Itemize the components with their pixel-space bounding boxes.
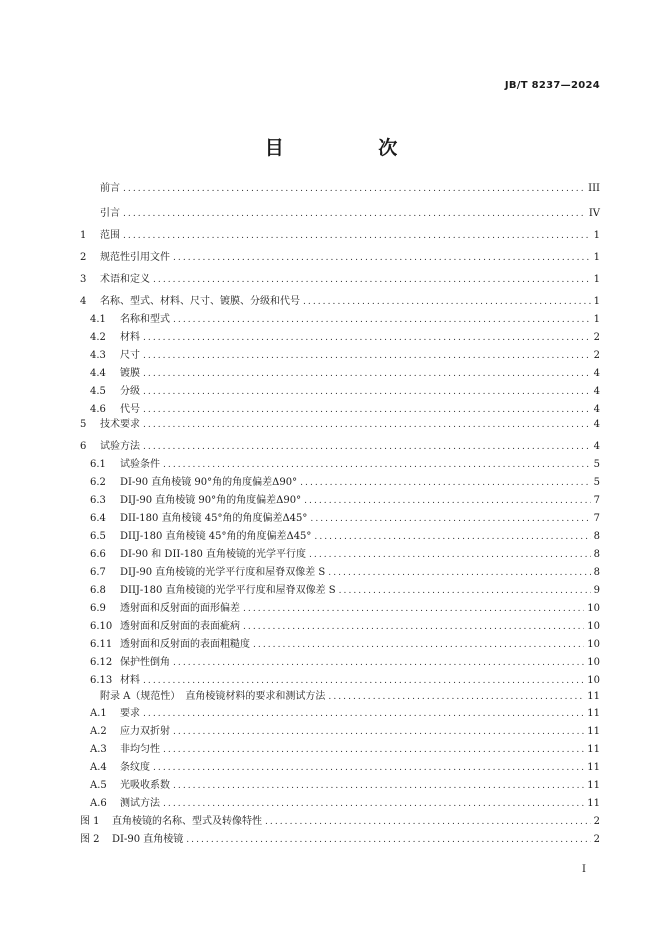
toc-entry-page: 11: [587, 744, 600, 755]
toc-entry[interactable]: [80, 271, 600, 287]
toc-entry[interactable]: [90, 528, 600, 544]
toc-entry-page: 1: [593, 314, 600, 325]
toc-leader-dots: [253, 638, 584, 652]
toc-entry-page: 1: [593, 252, 600, 263]
toc-entry-page: 2: [593, 332, 600, 343]
toc-entry-page: 10: [587, 639, 600, 650]
standard-code: JB/T 8237—2024: [504, 80, 600, 91]
toc-leader-dots: [309, 548, 591, 562]
toc-entry[interactable]: [80, 180, 600, 196]
toc-entry[interactable]: [90, 600, 600, 616]
toc-entry-page: 11: [587, 798, 600, 809]
toc-entry-title: 规范性引用文件: [100, 252, 170, 263]
figure-entry-number: 图 1: [80, 816, 100, 827]
toc-entry-page: 11: [587, 726, 600, 737]
toc-entry-number: 4.5: [90, 386, 106, 397]
toc-entry[interactable]: [90, 564, 600, 580]
toc-leader-dots: [300, 476, 591, 490]
toc-leader-dots: [143, 349, 591, 363]
toc-entry[interactable]: [90, 723, 600, 739]
toc-entry[interactable]: [80, 438, 600, 454]
toc-entry[interactable]: [90, 329, 600, 345]
toc-entry[interactable]: [90, 582, 600, 598]
toc-entry-title: 尺寸: [120, 350, 140, 361]
toc-entry-number: 4.1: [90, 314, 106, 325]
toc-entry[interactable]: [80, 249, 600, 265]
toc-entry-page: 11: [587, 691, 600, 702]
toc-entry[interactable]: [90, 759, 600, 775]
toc-leader-dots: [173, 251, 591, 265]
toc-leader-dots: [153, 273, 591, 287]
toc-leader-dots: [143, 385, 591, 399]
toc-entry-number: 6.7: [90, 567, 106, 578]
toc-entry-page: 4: [593, 419, 600, 430]
toc-leader-dots: [173, 779, 584, 793]
toc-leader-dots: [163, 797, 584, 811]
toc-entry-page: III: [588, 183, 600, 194]
toc-entry-title: 镀膜: [120, 368, 140, 379]
toc-entry[interactable]: [90, 383, 600, 399]
toc-entry-number: 4: [80, 296, 87, 307]
toc-entry[interactable]: [80, 293, 600, 309]
toc-entry-page: 8: [593, 531, 600, 542]
toc-entry-number: 1: [80, 230, 87, 241]
toc-entry-title: 应力双折射: [120, 726, 170, 737]
toc-leader-dots: [173, 313, 591, 327]
toc-entry-title: DIIJ-180 直角棱镜的光学平行度和屋脊双像差 S: [120, 585, 336, 596]
toc-leader-dots: [304, 494, 591, 508]
toc-entry-title: 试验方法: [100, 441, 140, 452]
toc-leader-dots: [243, 620, 584, 634]
toc-entry-page: 1: [593, 296, 600, 307]
toc-entry-number: A.6: [90, 798, 107, 809]
toc-entry[interactable]: [80, 416, 600, 432]
toc-entry-title: 分级: [120, 386, 140, 397]
toc-entry-number: 6.9: [90, 603, 106, 614]
toc-entry-number: A.1: [90, 708, 107, 719]
toc-entry-number: 6.2: [90, 477, 106, 488]
toc-entry-number: 3: [80, 274, 87, 285]
toc-entry-page: 4: [593, 404, 600, 415]
toc-entry-title: 材料: [120, 332, 140, 343]
toc-entry-page: 1: [593, 230, 600, 241]
toc-leader-dots: [143, 707, 584, 721]
toc-leader-dots: [143, 367, 591, 381]
toc-entry-title: 要求: [120, 708, 140, 719]
toc-leader-dots: [328, 566, 590, 580]
figure-entry[interactable]: [80, 813, 600, 829]
toc-entry-number: 6.6: [90, 549, 106, 560]
toc-entry-page: 8: [593, 549, 600, 560]
toc-entry-page: 10: [587, 657, 600, 668]
toc-entry-number: 6.8: [90, 585, 106, 596]
toc-entry[interactable]: [90, 474, 600, 490]
toc-entry[interactable]: [90, 401, 600, 417]
toc-entry-title: 名称和型式: [120, 314, 170, 325]
toc-leader-dots: [143, 331, 591, 345]
toc-entry-page: 10: [587, 675, 600, 686]
toc-leader-dots: [303, 295, 591, 309]
toc-entry-title: 透射面和反射面的表面疵病: [120, 621, 240, 632]
toc-entry-page: 4: [593, 368, 600, 379]
toc-entry-page: 11: [587, 762, 600, 773]
page-number: I: [582, 864, 586, 875]
toc-entry-title: 光吸收系数: [120, 780, 170, 791]
toc-entry[interactable]: [90, 347, 600, 363]
figure-entry-page: 2: [593, 816, 600, 827]
toc-entry-page: 1: [593, 274, 600, 285]
toc-entry-page: 4: [593, 441, 600, 452]
toc-leader-dots: [123, 182, 585, 196]
toc-entry-title: 术语和定义: [100, 274, 150, 285]
toc-entry-page: 7: [593, 495, 600, 506]
toc-entry-title: 透射面和反射面的表面粗糙度: [120, 639, 250, 650]
toc-entry-title: DI-90 直角棱镜 90°角的角度偏差Δ90°: [120, 477, 298, 488]
toc-entry[interactable]: [90, 741, 600, 757]
toc-entry-number: 4.4: [90, 368, 106, 379]
figure-entry-title: 直角棱镜的名称、型式及转像特性: [112, 816, 262, 827]
figure-entry-number: 图 2: [80, 834, 100, 845]
figure-entry-title: DI-90 直角棱镜: [112, 834, 184, 845]
toc-entry-title: 代号: [120, 404, 140, 415]
toc-entry-title: 材料: [120, 675, 140, 686]
toc-leader-dots: [328, 690, 584, 704]
toc-entry-title: DII-180 直角棱镜 45°角的角度偏差Δ45°: [120, 513, 308, 524]
toc-entry-number: 5: [80, 419, 87, 430]
toc-entry-title: 保护性倒角: [120, 657, 170, 668]
toc-leader-dots: [143, 440, 591, 454]
toc-entry-title: DI-90 和 DII-180 直角棱镜的光学平行度: [120, 549, 306, 560]
toc-entry-page: 10: [587, 603, 600, 614]
toc-entry-number: 6.12: [90, 657, 113, 668]
toc-entry-page: 5: [593, 459, 600, 470]
toc-entry[interactable]: [90, 492, 600, 508]
toc-entry[interactable]: [90, 618, 600, 634]
toc-leader-dots: [186, 833, 590, 847]
toc-entry-page: 4: [593, 386, 600, 397]
toc-entry-number: 6.1: [90, 459, 106, 470]
toc-entry-title: DIIJ-180 直角棱镜 45°角的角度偏差Δ45°: [120, 531, 312, 542]
toc-entry-title: 测试方法: [120, 798, 160, 809]
toc-leader-dots: [173, 656, 584, 670]
toc-entry-page: IV: [588, 208, 600, 219]
toc-leader-dots: [123, 229, 591, 243]
toc-entry-number: A.4: [90, 762, 107, 773]
toc-entry-number: 4.3: [90, 350, 106, 361]
toc-entry-title: 引言: [100, 208, 120, 219]
toc-entry-number: 6.10: [90, 621, 113, 632]
toc-entry-number: 6.11: [90, 639, 113, 650]
toc-leader-dots: [163, 458, 591, 472]
toc-entry-number: A.5: [90, 780, 107, 791]
toc-entry-title: 技术要求: [100, 419, 140, 430]
figure-entry[interactable]: [80, 831, 600, 847]
toc-entry-number: 6.13: [90, 675, 113, 686]
toc-leader-dots: [143, 674, 584, 688]
toc-entry-page: 11: [587, 708, 600, 719]
toc-entry-page: 5: [593, 477, 600, 488]
toc-leader-dots: [163, 743, 584, 757]
toc-entry-number: 4.2: [90, 332, 106, 343]
toc-entry-number: A.2: [90, 726, 107, 737]
toc-entry-page: 7: [593, 513, 600, 524]
figure-entry-page: 2: [593, 834, 600, 845]
page-title: 目 次: [264, 137, 442, 159]
toc-entry[interactable]: [90, 510, 600, 526]
toc-entry-page: 8: [593, 567, 600, 578]
toc-leader-dots: [153, 761, 584, 775]
toc-leader-dots: [143, 418, 591, 432]
toc-entry-title: 非均匀性: [120, 744, 160, 755]
toc-leader-dots: [314, 530, 590, 544]
toc-entry-number: 4.6: [90, 404, 106, 415]
toc-entry-page: 11: [587, 780, 600, 791]
toc-entry[interactable]: [90, 311, 600, 327]
toc-entry[interactable]: [90, 654, 600, 670]
toc-entry-title: 透射面和反射面的面形偏差: [120, 603, 240, 614]
toc-entry[interactable]: [90, 636, 600, 652]
toc-leader-dots: [339, 584, 591, 598]
toc-entry-title: 前言: [100, 183, 120, 194]
toc-leader-dots: [310, 512, 590, 526]
toc-leader-dots: [173, 725, 584, 739]
toc-entry-title: 范围: [100, 230, 120, 241]
toc-entry-page: 10: [587, 621, 600, 632]
toc-entry-title: DIJ-90 直角棱镜的光学平行度和屋脊双像差 S: [120, 567, 326, 578]
toc-entry-title: DⅠJ-90 直角棱镜 90°角的角度偏差Δ90°: [120, 495, 302, 506]
toc-entry[interactable]: [80, 688, 600, 704]
toc-entry[interactable]: [80, 205, 600, 221]
toc-entry[interactable]: [90, 546, 600, 562]
toc-leader-dots: [143, 403, 591, 417]
toc-entry-page: 9: [593, 585, 600, 596]
toc-entry-title: 试验条件: [120, 459, 160, 470]
toc-leader-dots: [265, 815, 591, 829]
toc-entry-number: 6.5: [90, 531, 106, 542]
toc-leader-dots: [123, 207, 586, 221]
toc-entry[interactable]: [90, 795, 600, 811]
toc-entry[interactable]: [90, 705, 600, 721]
toc-entry-number: 6.3: [90, 495, 106, 506]
toc-entry[interactable]: [90, 777, 600, 793]
toc-entry-title: 条纹度: [120, 762, 150, 773]
toc-entry-number: 6: [80, 441, 87, 452]
toc-entry-title: 名称、型式、材料、尺寸、镀膜、分级和代号: [100, 296, 300, 307]
toc-entry-number: A.3: [90, 744, 107, 755]
toc-entry[interactable]: [90, 672, 600, 688]
toc-leader-dots: [243, 602, 584, 616]
toc-entry-number: 6.4: [90, 513, 106, 524]
toc-entry[interactable]: [80, 227, 600, 243]
toc-entry-number: 2: [80, 252, 87, 263]
toc-entry-page: 2: [593, 350, 600, 361]
toc-entry[interactable]: [90, 365, 600, 381]
toc-entry-title: 附录 A（规范性） 直角棱镜材料的要求和测试方法: [100, 691, 326, 702]
toc-entry[interactable]: [90, 456, 600, 472]
